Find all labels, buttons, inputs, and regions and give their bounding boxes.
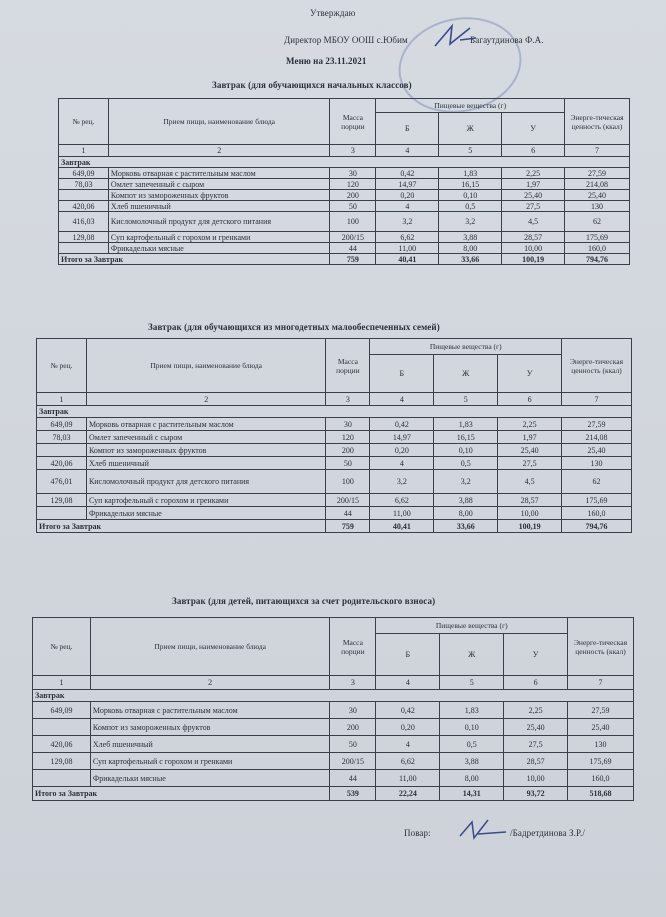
col-b: Б xyxy=(376,634,440,676)
col-nutrients: Пищевые вещества (г) xyxy=(376,618,568,634)
dish-name: Фрикадельки мясные xyxy=(108,243,330,254)
energy: 27,59 xyxy=(565,168,630,179)
table-3-title: Завтрак (для детей, питающихся за счет родительского взноса) xyxy=(172,596,436,606)
recipe-no xyxy=(37,444,87,457)
total-energy: 794,76 xyxy=(562,520,632,533)
col-b: Б xyxy=(376,113,439,145)
dish-name: Компот из замороженных фруктов xyxy=(86,444,326,457)
carbs: 27,5 xyxy=(498,457,562,470)
total-fat: 33,66 xyxy=(434,520,498,533)
col-num: 2 xyxy=(86,393,326,406)
total-protein: 40,41 xyxy=(370,520,434,533)
col-num: 7 xyxy=(568,676,634,690)
table-row xyxy=(37,507,632,520)
protein: 6,62 xyxy=(376,753,440,770)
dish-name: Кисломолочный продукт для детского питания xyxy=(108,212,330,232)
carbs: 28,57 xyxy=(504,753,568,770)
cook-label: Повар: xyxy=(404,828,431,838)
total-energy: 794,76 xyxy=(565,254,630,265)
col-num: 3 xyxy=(330,145,376,157)
col-num: 4 xyxy=(376,145,439,157)
col-mass: Масса порции xyxy=(326,339,370,393)
mass: 30 xyxy=(326,418,370,431)
director-title: Директор МБОУ ООШ с.Юбим xyxy=(284,35,408,45)
col-num: 5 xyxy=(439,145,502,157)
mass: 200 xyxy=(330,719,376,736)
mass: 200/15 xyxy=(330,753,376,770)
col-num: 3 xyxy=(330,676,376,690)
dish-name: Суп картофельный с горохом и гренками xyxy=(90,753,330,770)
total-protein: 22,24 xyxy=(376,787,440,801)
energy: 62 xyxy=(562,470,632,494)
protein: 6,62 xyxy=(370,494,434,507)
total-energy: 518,68 xyxy=(568,787,634,801)
table-row xyxy=(33,702,634,719)
total-label: Итого за Завтрак xyxy=(37,520,326,533)
recipe-no: 129,08 xyxy=(37,494,87,507)
recipe-no: 129,08 xyxy=(59,232,109,243)
col-num: 4 xyxy=(370,393,434,406)
col-mass: Масса порции xyxy=(330,99,376,145)
recipe-no: 78,03 xyxy=(37,431,87,444)
dish-name: Компот из замороженных фруктов xyxy=(108,190,330,201)
recipe-no: 129,08 xyxy=(33,753,91,770)
protein: 11,00 xyxy=(376,770,440,787)
recipe-no xyxy=(33,719,91,736)
total-carbs: 100,19 xyxy=(502,254,565,265)
director-signature xyxy=(430,22,480,50)
table-row xyxy=(59,168,630,179)
table-row xyxy=(37,431,632,444)
col-zh: Ж xyxy=(434,355,498,393)
dish-name: Суп картофельный с горохом и гренками xyxy=(86,494,326,507)
mass: 50 xyxy=(330,201,376,212)
cook-name: /Бадретдинова З.Р./ xyxy=(510,828,585,838)
energy: 130 xyxy=(568,736,634,753)
dish-name: Морковь отварная с растительным маслом xyxy=(86,418,326,431)
col-num: 2 xyxy=(108,145,330,157)
carbs: 25,40 xyxy=(502,190,565,201)
recipe-no: 649,09 xyxy=(59,168,109,179)
col-num: 6 xyxy=(502,145,565,157)
dish-name: Фрикадельки мясные xyxy=(86,507,326,520)
dish-name: Омлет запеченный с сыром xyxy=(108,179,330,190)
fat: 0,5 xyxy=(434,457,498,470)
carbs: 10,00 xyxy=(504,770,568,787)
protein: 4 xyxy=(370,457,434,470)
mass: 120 xyxy=(330,179,376,190)
col-num: 1 xyxy=(59,145,109,157)
energy: 175,69 xyxy=(568,753,634,770)
col-num: 6 xyxy=(498,393,562,406)
protein: 4 xyxy=(376,736,440,753)
carbs: 2,25 xyxy=(504,702,568,719)
col-b: Б xyxy=(370,355,434,393)
table-2-title: Завтрак (для обучающихся из многодетных малообеспеченных семей) xyxy=(148,322,440,332)
col-recipe: № рец. xyxy=(37,339,87,393)
carbs: 28,57 xyxy=(502,232,565,243)
energy: 214,08 xyxy=(565,179,630,190)
protein: 11,00 xyxy=(370,507,434,520)
dish-name: Хлеб пшеничный xyxy=(90,736,330,753)
menu-table-2 xyxy=(36,338,632,533)
mass: 120 xyxy=(326,431,370,444)
carbs: 4,5 xyxy=(502,212,565,232)
col-num: 4 xyxy=(376,676,440,690)
table-row xyxy=(33,770,634,787)
total-row xyxy=(37,520,632,533)
fat: 3,2 xyxy=(439,212,502,232)
carbs: 10,00 xyxy=(498,507,562,520)
col-zh: Ж xyxy=(439,113,502,145)
cook-signature xyxy=(456,816,512,842)
total-mass: 759 xyxy=(330,254,376,265)
col-num: 7 xyxy=(562,393,632,406)
col-u: У xyxy=(498,355,562,393)
carbs: 1,97 xyxy=(502,179,565,190)
recipe-no: 78,03 xyxy=(59,179,109,190)
col-num: 5 xyxy=(440,676,504,690)
dish-name: Кисломолочный продукт для детского питания xyxy=(86,470,326,494)
recipe-no: 420,06 xyxy=(33,736,91,753)
col-num: 7 xyxy=(565,145,630,157)
dish-name: Хлеб пшеничный xyxy=(86,457,326,470)
col-zh: Ж xyxy=(440,634,504,676)
energy: 62 xyxy=(565,212,630,232)
energy: 160,0 xyxy=(568,770,634,787)
table-row xyxy=(59,179,630,190)
dish-name: Морковь отварная с растительным маслом xyxy=(108,168,330,179)
recipe-no: 416,03 xyxy=(59,212,109,232)
dish-name: Суп картофельный с горохом и гренками xyxy=(108,232,330,243)
fat: 8,00 xyxy=(440,770,504,787)
mass: 50 xyxy=(326,457,370,470)
dish-name: Морковь отварная с растительным маслом xyxy=(90,702,330,719)
carbs: 25,40 xyxy=(498,444,562,457)
recipe-no: 420,06 xyxy=(37,457,87,470)
col-u: У xyxy=(504,634,568,676)
col-num: 1 xyxy=(33,676,91,690)
director-name: Багаутдинова Ф.А. xyxy=(470,35,544,45)
fat: 1,83 xyxy=(439,168,502,179)
fat: 3,88 xyxy=(440,753,504,770)
protein: 0,20 xyxy=(376,719,440,736)
fat: 1,83 xyxy=(440,702,504,719)
mass: 100 xyxy=(330,212,376,232)
col-meal: Прием пищи, наименование блюда xyxy=(90,618,330,676)
carbs: 4,5 xyxy=(498,470,562,494)
protein: 14,97 xyxy=(376,179,439,190)
table-row xyxy=(59,243,630,254)
energy: 214,08 xyxy=(562,431,632,444)
energy: 130 xyxy=(565,201,630,212)
fat: 0,5 xyxy=(440,736,504,753)
energy: 25,40 xyxy=(562,444,632,457)
col-meal: Прием пищи, наименование блюда xyxy=(108,99,330,145)
energy: 160,0 xyxy=(562,507,632,520)
protein: 0,20 xyxy=(370,444,434,457)
table-row xyxy=(37,494,632,507)
col-mass: Масса порции xyxy=(330,618,376,676)
section-label: Завтрак xyxy=(59,157,630,168)
protein: 3,2 xyxy=(376,212,439,232)
total-protein: 40,41 xyxy=(376,254,439,265)
protein: 0,42 xyxy=(376,702,440,719)
table-row xyxy=(37,457,632,470)
col-num: 1 xyxy=(37,393,87,406)
carbs: 25,40 xyxy=(504,719,568,736)
table-row xyxy=(59,190,630,201)
table-row xyxy=(59,201,630,212)
mass: 44 xyxy=(330,770,376,787)
protein: 0,42 xyxy=(376,168,439,179)
table-row xyxy=(59,232,630,243)
fat: 8,00 xyxy=(439,243,502,254)
recipe-no xyxy=(59,190,109,201)
total-row xyxy=(59,254,630,265)
col-num: 3 xyxy=(326,393,370,406)
protein: 11,00 xyxy=(376,243,439,254)
menu-date: Меню на 23.11.2021 xyxy=(286,56,367,66)
recipe-no xyxy=(59,243,109,254)
table-row xyxy=(33,719,634,736)
mass: 200 xyxy=(326,444,370,457)
carbs: 27,5 xyxy=(504,736,568,753)
recipe-no xyxy=(37,507,87,520)
mass: 200 xyxy=(330,190,376,201)
protein: 6,62 xyxy=(376,232,439,243)
carbs: 27,5 xyxy=(502,201,565,212)
col-recipe: № рец. xyxy=(59,99,109,145)
recipe-no: 649,09 xyxy=(33,702,91,719)
mass: 50 xyxy=(330,736,376,753)
col-nutrients: Пищевые вещества (г) xyxy=(376,99,565,113)
recipe-no xyxy=(33,770,91,787)
total-label: Итого за Завтрак xyxy=(59,254,330,265)
total-row xyxy=(33,787,634,801)
energy: 25,40 xyxy=(568,719,634,736)
carbs: 1,97 xyxy=(498,431,562,444)
col-energy: Энерге-тическая ценность (ккал) xyxy=(568,618,634,676)
table-row xyxy=(37,444,632,457)
approved-label: Утверждаю xyxy=(310,8,356,18)
dish-name: Хлеб пшеничный xyxy=(108,201,330,212)
protein: 4 xyxy=(376,201,439,212)
energy: 25,40 xyxy=(565,190,630,201)
total-carbs: 100,19 xyxy=(498,520,562,533)
recipe-no: 420,06 xyxy=(59,201,109,212)
section-label: Завтрак xyxy=(37,406,632,418)
mass: 200/15 xyxy=(330,232,376,243)
energy: 175,69 xyxy=(565,232,630,243)
carbs: 10,00 xyxy=(502,243,565,254)
carbs: 2,25 xyxy=(502,168,565,179)
fat: 3,2 xyxy=(434,470,498,494)
fat: 0,5 xyxy=(439,201,502,212)
fat: 1,83 xyxy=(434,418,498,431)
table-row xyxy=(33,736,634,753)
fat: 3,88 xyxy=(439,232,502,243)
fat: 0,10 xyxy=(434,444,498,457)
fat: 8,00 xyxy=(434,507,498,520)
mass: 44 xyxy=(330,243,376,254)
mass: 100 xyxy=(326,470,370,494)
table-row xyxy=(37,418,632,431)
fat: 0,10 xyxy=(440,719,504,736)
mass: 30 xyxy=(330,168,376,179)
carbs: 28,57 xyxy=(498,494,562,507)
menu-table-1 xyxy=(58,98,630,265)
total-mass: 759 xyxy=(326,520,370,533)
table-row xyxy=(33,753,634,770)
mass: 200/15 xyxy=(326,494,370,507)
total-fat: 14,31 xyxy=(440,787,504,801)
total-mass: 539 xyxy=(330,787,376,801)
section-label: Завтрак xyxy=(33,690,634,702)
col-recipe: № рец. xyxy=(33,618,91,676)
energy: 175,69 xyxy=(562,494,632,507)
table-row xyxy=(59,212,630,232)
col-meal: Прием пищи, наименование блюда xyxy=(86,339,326,393)
recipe-no: 476,01 xyxy=(37,470,87,494)
dish-name: Омлет запеченный с сыром xyxy=(86,431,326,444)
total-carbs: 93,72 xyxy=(504,787,568,801)
table-1-title: Завтрак (для обучающихся начальных классов) xyxy=(212,80,412,90)
col-u: У xyxy=(502,113,565,145)
energy: 27,59 xyxy=(562,418,632,431)
energy: 160,0 xyxy=(565,243,630,254)
protein: 0,20 xyxy=(376,190,439,201)
col-num: 5 xyxy=(434,393,498,406)
recipe-no: 649,09 xyxy=(37,418,87,431)
protein: 0,42 xyxy=(370,418,434,431)
total-label: Итого за Завтрак xyxy=(33,787,330,801)
fat: 3,88 xyxy=(434,494,498,507)
mass: 44 xyxy=(326,507,370,520)
energy: 130 xyxy=(562,457,632,470)
col-nutrients: Пищевые вещества (г) xyxy=(370,339,562,355)
carbs: 2,25 xyxy=(498,418,562,431)
col-num: 2 xyxy=(90,676,330,690)
dish-name: Компот из замороженных фруктов xyxy=(90,719,330,736)
col-energy: Энерге-тическая ценность (ккал) xyxy=(562,339,632,393)
fat: 0,10 xyxy=(439,190,502,201)
dish-name: Фрикадельки мясные xyxy=(90,770,330,787)
menu-table-3 xyxy=(32,617,634,801)
table-row xyxy=(37,470,632,494)
mass: 30 xyxy=(330,702,376,719)
protein: 3,2 xyxy=(370,470,434,494)
protein: 14,97 xyxy=(370,431,434,444)
fat: 16,15 xyxy=(439,179,502,190)
col-num: 6 xyxy=(504,676,568,690)
total-fat: 33,66 xyxy=(439,254,502,265)
fat: 16,15 xyxy=(434,431,498,444)
energy: 27,59 xyxy=(568,702,634,719)
col-energy: Энерге-тическая ценность (ккал) xyxy=(565,99,630,145)
